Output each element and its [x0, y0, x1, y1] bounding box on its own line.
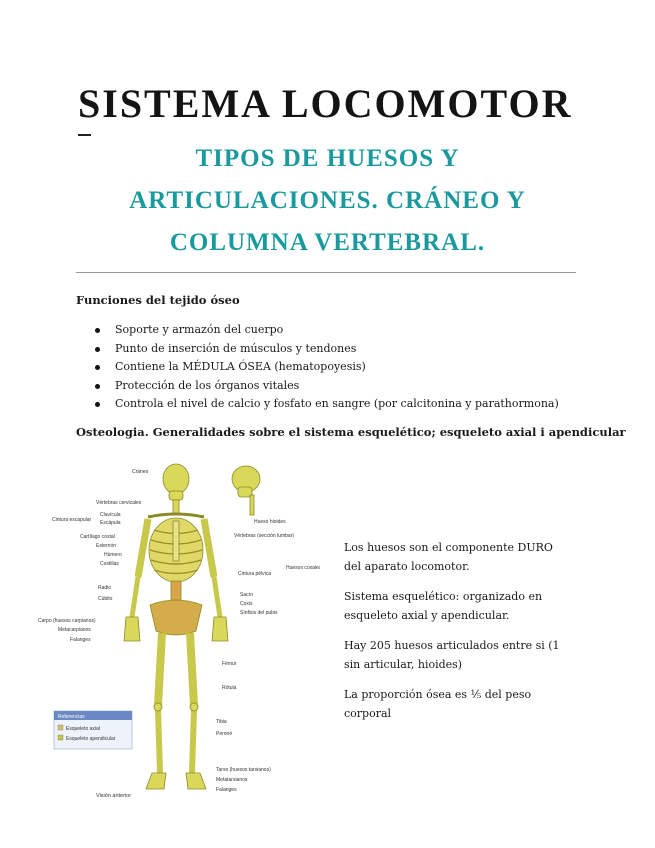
label-huesos-coxales: Huesos coxales [286, 565, 320, 571]
bullet-icon [95, 347, 100, 352]
label-humero: Húmero [104, 552, 122, 558]
legend-apendicular-label: Esqueleto apendicular [66, 736, 116, 742]
label-metacarpianos: Metacarpianos [58, 627, 91, 633]
label-esternon: Esternón [96, 543, 117, 549]
right-patella-shape [190, 703, 198, 711]
skeleton-figure [36, 455, 320, 805]
legend-axial-label: Esqueleto axial [66, 726, 100, 732]
left-femur-shape [158, 633, 162, 705]
label-tarso: Tarso (huesos tarsianos) [216, 767, 271, 773]
right-hand-shape [212, 617, 228, 641]
section-divider [76, 272, 576, 273]
label-vertebras-lumbares: Vértebras (sección lumbar) [234, 533, 295, 539]
label-falanges: Falanges [70, 637, 91, 643]
side-neck-shape [250, 495, 254, 515]
list-item [95, 358, 559, 377]
list-item-text: Controla el nivel de calcio y fosfato en sangre (por calcitonina y parathormona) [115, 397, 559, 410]
label-perone: Peroné [216, 731, 233, 737]
label-cubito: Cúbito [98, 596, 113, 602]
label-rotula: Rótula [222, 685, 237, 691]
label-clavicula: Clavícula [100, 512, 121, 518]
section-heading-functions: Funciones del tejido óseo [76, 293, 240, 307]
side-note: Hay 205 huesos articulados entre si (1 sin articular, hioides) [344, 639, 560, 671]
right-humerus-shape [204, 519, 214, 577]
bullet-icon [95, 384, 100, 389]
label-escapula: Escápula [100, 520, 121, 526]
label-cintura-pelvica: Cintura pélvica [238, 571, 272, 577]
clavicle-shape [148, 514, 204, 517]
pelvis-shape [150, 600, 202, 635]
bullet-icon [95, 402, 100, 407]
list-item [95, 340, 559, 359]
list-item [95, 395, 559, 414]
sternum-shape [173, 521, 179, 561]
jaw-shape [169, 491, 183, 500]
left-forearm-shape [132, 577, 138, 617]
label-vista: Visión anterior [96, 793, 132, 799]
left-hand-shape [124, 617, 140, 641]
list-item-text: Soporte y armazón del cuerpo [115, 323, 284, 336]
label-sacro: Sacro [240, 592, 254, 598]
left-patella-shape [154, 703, 162, 711]
skull-shape [163, 464, 189, 494]
legend-axial-swatch [58, 725, 63, 730]
legend-apendicular-swatch [58, 735, 63, 740]
label-sinfisis-pubica: Sínfisis del pubis [240, 610, 278, 616]
right-tibia-shape [192, 709, 194, 773]
list-item-text: Contiene la MÉDULA ÓSEA (hematopoyesis) [115, 360, 366, 373]
bullet-icon [95, 365, 100, 370]
label-cartilago-costal: Cartílago costal [80, 534, 115, 540]
list-item-text: Punto de inserción de músculos y tendones [115, 341, 357, 355]
label-carpo: Carpo (huesos carpianos) [38, 618, 96, 624]
side-note: Sistema esquelético: organizado en esqueleto axial y apendicular. [344, 590, 543, 622]
label-hueso-hioides: Hueso hioides [254, 519, 286, 525]
side-note: La proporción ósea es ⅕ del peso corporal [344, 688, 532, 720]
label-falanges-pie: Falanges [216, 787, 237, 793]
list-item [95, 377, 559, 396]
label-radio: Radio [98, 585, 112, 591]
section-heading-osteology: Osteologia. Generalidades sobre el sistema esquelético; esqueleto axial i apendicular [76, 425, 626, 439]
page-title: SISTEMA LOCOMOTOR [78, 81, 573, 126]
skeleton-illustration [36, 455, 320, 805]
left-humerus-shape [138, 519, 148, 577]
label-vertebras-cervicales: Vértebras cervicales [96, 500, 142, 506]
label-cintura-escapular: Cintura escapular [52, 517, 92, 523]
label-craneo: Cráneo [132, 469, 149, 475]
label-tibia: Tibia [216, 719, 227, 725]
side-note: Los huesos son el componente DURO del aparato locomotor. [344, 541, 553, 573]
label-metatarsianos: Metatarsianos [216, 777, 248, 783]
left-foot-shape [146, 773, 166, 789]
right-foot-shape [186, 773, 206, 789]
list-item-text: Protección de los órganos vitales [115, 378, 300, 392]
right-forearm-shape [214, 577, 220, 617]
functions-list [95, 321, 559, 414]
right-femur-shape [190, 633, 194, 705]
bullet-icon [95, 328, 100, 333]
list-item [95, 321, 559, 340]
label-femur: Fémur [222, 661, 237, 667]
figure-legend [54, 711, 132, 749]
page-subtitle: TIPOS DE HUESOS Y ARTICULACIONES. CRÁNEO Y COLUMNA VERTEBRAL. [129, 145, 526, 256]
side-notes [344, 538, 569, 734]
cervical-spine-shape [173, 500, 179, 514]
label-costillas: Costillas [100, 561, 119, 567]
title-dash [78, 134, 91, 136]
label-coxis: Coxis [240, 601, 253, 607]
legend-title: Referencias [58, 714, 85, 720]
left-tibia-shape [158, 709, 160, 773]
